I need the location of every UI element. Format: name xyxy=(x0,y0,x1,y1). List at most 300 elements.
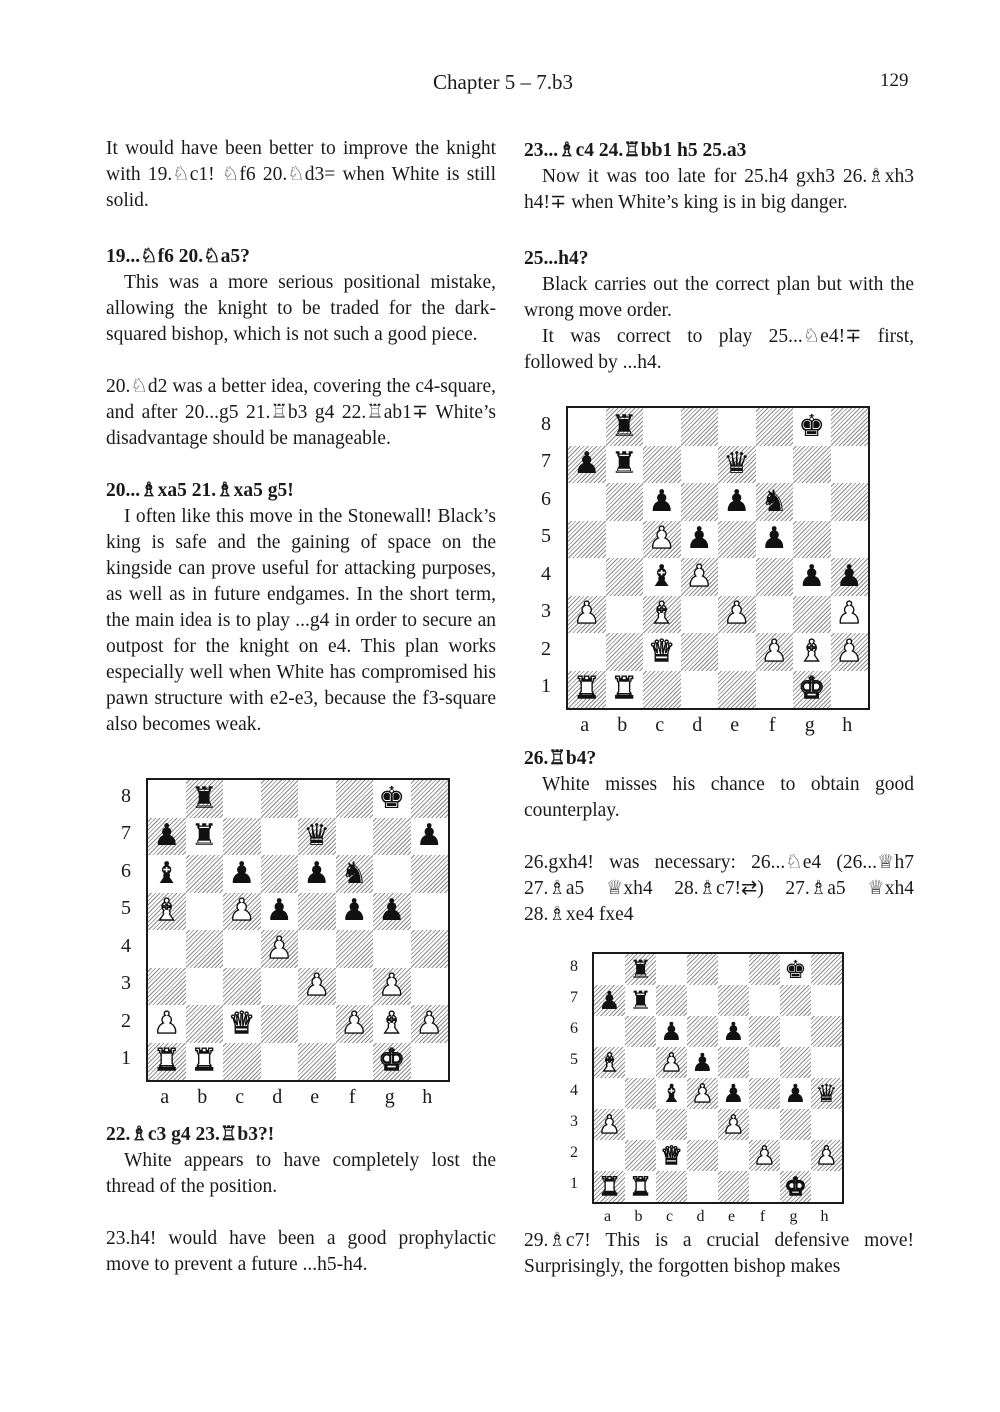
square-e5 xyxy=(718,1047,749,1078)
rank-label: 5 xyxy=(570,1050,578,1068)
move-heading: 20...♗xa5 21.♗xa5 g5! xyxy=(106,480,294,501)
square-g5 xyxy=(373,893,411,931)
paragraph: Black carries out the correct plan but with the wrong move order. xyxy=(524,274,914,321)
square-h1 xyxy=(811,1171,842,1202)
square-b5 xyxy=(625,1047,656,1078)
square-d3 xyxy=(687,1109,718,1140)
black-pawn-icon: ♟ xyxy=(598,986,621,1015)
rank-label: 4 xyxy=(541,562,551,585)
file-label: b xyxy=(617,714,628,736)
black-rook-icon: ♜ xyxy=(610,446,638,482)
square-c8 xyxy=(223,780,261,818)
square-f3 xyxy=(336,968,374,1006)
black-pawn-icon: ♟ xyxy=(378,893,406,929)
square-e3 xyxy=(718,596,756,634)
black-queen-icon: ♛ xyxy=(815,1079,838,1108)
black-rook-icon: ♜ xyxy=(610,408,638,444)
square-d1 xyxy=(681,671,719,709)
rank-label: 1 xyxy=(541,675,551,698)
file-label: f xyxy=(768,714,776,736)
file-label: d xyxy=(272,1086,283,1108)
square-g1 xyxy=(793,671,831,709)
square-b8 xyxy=(186,780,224,818)
square-e4 xyxy=(298,930,336,968)
white-rook-icon: ♜ xyxy=(190,1043,218,1079)
square-h7 xyxy=(411,818,449,856)
square-g6 xyxy=(373,855,411,893)
rank-label: 4 xyxy=(570,1081,578,1099)
rank-label: 7 xyxy=(541,450,551,473)
white-rook-icon: ♜ xyxy=(153,1043,181,1079)
white-pawn-icon: ♟ xyxy=(340,1005,368,1041)
black-rook-icon: ♜ xyxy=(190,818,218,854)
square-h3 xyxy=(831,596,869,634)
square-g4 xyxy=(780,1078,811,1109)
square-b1 xyxy=(186,1043,224,1081)
square-a2 xyxy=(148,1005,186,1043)
white-bishop-icon: ♝ xyxy=(648,596,676,632)
square-h7 xyxy=(831,446,869,484)
right-column xyxy=(524,136,914,1280)
file-label: h xyxy=(820,1208,829,1225)
square-h4 xyxy=(831,558,869,596)
file-label: a xyxy=(580,714,590,736)
square-a8 xyxy=(148,780,186,818)
square-e8 xyxy=(718,954,749,985)
white-pawn-icon: ♟ xyxy=(835,596,863,632)
square-d2 xyxy=(681,633,719,671)
square-f3 xyxy=(756,596,794,634)
file-label: a xyxy=(603,1208,612,1225)
square-c4 xyxy=(223,930,261,968)
square-f6 xyxy=(749,1016,780,1047)
square-b5 xyxy=(186,893,224,931)
square-b4 xyxy=(625,1078,656,1109)
white-king-icon: ♚ xyxy=(798,671,826,707)
square-c4 xyxy=(643,558,681,596)
square-d6 xyxy=(681,483,719,521)
square-d5 xyxy=(681,521,719,559)
paragraph: White misses his chance to obtain good counterplay. xyxy=(524,774,914,821)
white-bishop-icon: ♝ xyxy=(798,633,826,669)
square-a6 xyxy=(148,855,186,893)
square-b2 xyxy=(625,1140,656,1171)
square-f3 xyxy=(749,1109,780,1140)
square-d8 xyxy=(687,954,718,985)
white-pawn-icon: ♟ xyxy=(691,1079,714,1108)
square-c2 xyxy=(656,1140,687,1171)
square-c8 xyxy=(643,408,681,446)
square-c6 xyxy=(656,1016,687,1047)
square-a8 xyxy=(568,408,606,446)
white-queen-icon: ♛ xyxy=(660,1141,683,1170)
white-bishop-icon: ♝ xyxy=(598,1048,621,1077)
square-a6 xyxy=(594,1016,625,1047)
rank-label: 1 xyxy=(121,1047,131,1070)
square-h5 xyxy=(811,1047,842,1078)
rank-label: 7 xyxy=(121,822,131,845)
square-d3 xyxy=(681,596,719,634)
black-pawn-icon: ♟ xyxy=(691,1048,714,1077)
black-pawn-icon: ♟ xyxy=(835,558,863,594)
file-label: c xyxy=(655,714,665,736)
square-g5 xyxy=(780,1047,811,1078)
black-pawn-icon: ♟ xyxy=(722,1017,745,1046)
black-pawn-icon: ♟ xyxy=(265,893,293,929)
rank-label: 7 xyxy=(570,988,578,1006)
page-number: 129 xyxy=(880,70,909,91)
square-e5 xyxy=(298,893,336,931)
file-label: f xyxy=(759,1208,766,1225)
black-bishop-icon: ♝ xyxy=(153,855,181,891)
square-a8 xyxy=(594,954,625,985)
square-f5 xyxy=(336,893,374,931)
square-b2 xyxy=(606,633,644,671)
square-e6 xyxy=(718,483,756,521)
square-a1 xyxy=(568,671,606,709)
rank-label: 3 xyxy=(541,600,551,623)
square-c2 xyxy=(643,633,681,671)
black-king-icon: ♚ xyxy=(784,955,807,984)
square-a7 xyxy=(568,446,606,484)
square-h2 xyxy=(411,1005,449,1043)
square-a3 xyxy=(568,596,606,634)
square-a3 xyxy=(148,968,186,1006)
square-d4 xyxy=(681,558,719,596)
square-b5 xyxy=(606,521,644,559)
square-g3 xyxy=(793,596,831,634)
square-c6 xyxy=(223,855,261,893)
square-e4 xyxy=(718,558,756,596)
white-rook-icon: ♜ xyxy=(629,1172,652,1201)
square-b4 xyxy=(186,930,224,968)
square-e1 xyxy=(718,671,756,709)
square-a1 xyxy=(148,1043,186,1081)
square-b8 xyxy=(606,408,644,446)
square-b6 xyxy=(606,483,644,521)
square-b3 xyxy=(186,968,224,1006)
square-d6 xyxy=(261,855,299,893)
square-g8 xyxy=(373,780,411,818)
square-c4 xyxy=(656,1078,687,1109)
square-d4 xyxy=(261,930,299,968)
rank-label: 4 xyxy=(121,934,131,957)
square-c7 xyxy=(643,446,681,484)
square-e2 xyxy=(718,1140,749,1171)
chess-diagram-1 xyxy=(106,738,496,1118)
square-a4 xyxy=(594,1078,625,1109)
square-b2 xyxy=(186,1005,224,1043)
square-e2 xyxy=(298,1005,336,1043)
square-c1 xyxy=(643,671,681,709)
rank-label: 5 xyxy=(541,525,551,548)
square-g2 xyxy=(793,633,831,671)
square-d2 xyxy=(687,1140,718,1171)
chess-board xyxy=(146,778,450,1082)
black-knight-icon: ♞ xyxy=(760,483,788,519)
square-h6 xyxy=(831,483,869,521)
file-label: d xyxy=(692,714,703,736)
square-f5 xyxy=(749,1047,780,1078)
square-b7 xyxy=(186,818,224,856)
white-pawn-icon: ♟ xyxy=(722,1110,745,1139)
black-king-icon: ♚ xyxy=(798,408,826,444)
black-queen-icon: ♛ xyxy=(303,818,331,854)
left-column xyxy=(106,136,496,1278)
square-a6 xyxy=(568,483,606,521)
black-pawn-icon: ♟ xyxy=(228,855,256,891)
white-bishop-icon: ♝ xyxy=(378,1005,406,1041)
square-e3 xyxy=(718,1109,749,1140)
square-c1 xyxy=(656,1171,687,1202)
square-h5 xyxy=(831,521,869,559)
square-h3 xyxy=(411,968,449,1006)
white-pawn-icon: ♟ xyxy=(685,558,713,594)
black-pawn-icon: ♟ xyxy=(798,558,826,594)
square-a5 xyxy=(568,521,606,559)
move-heading: 22.♗c3 g4 23.♖b3?! xyxy=(106,1124,275,1145)
square-b1 xyxy=(625,1171,656,1202)
paragraph: 20.♘d2 was a better idea, covering the c4-square, and after 20...g5 21.♖b3 g4 22.♖ab1∓ White’s disadvantage should be manageable. xyxy=(106,376,496,449)
square-b6 xyxy=(625,1016,656,1047)
square-e4 xyxy=(718,1078,749,1109)
chess-diagram-3 xyxy=(524,928,914,1228)
square-b4 xyxy=(606,558,644,596)
file-label: g xyxy=(384,1086,395,1108)
white-pawn-icon: ♟ xyxy=(378,968,406,1004)
spacer xyxy=(524,824,914,850)
paragraph: 26.gxh4! was necessary: 26...♘e4 (26...♕h7 27.♗a5 ♕xh4 28.♗c7!⇄) 27.♗a5 ♕xh4 28.♗xe4 fxe4 xyxy=(524,852,914,925)
square-f1 xyxy=(336,1043,374,1081)
square-c5 xyxy=(223,893,261,931)
square-f2 xyxy=(756,633,794,671)
white-pawn-icon: ♟ xyxy=(815,1141,838,1170)
square-g2 xyxy=(780,1140,811,1171)
white-rook-icon: ♜ xyxy=(598,1172,621,1201)
square-f2 xyxy=(749,1140,780,1171)
square-d2 xyxy=(261,1005,299,1043)
square-h6 xyxy=(811,1016,842,1047)
square-a7 xyxy=(148,818,186,856)
square-h1 xyxy=(831,671,869,709)
square-g8 xyxy=(793,408,831,446)
square-g6 xyxy=(780,1016,811,1047)
square-b7 xyxy=(606,446,644,484)
square-h8 xyxy=(811,954,842,985)
square-d4 xyxy=(687,1078,718,1109)
square-c5 xyxy=(643,521,681,559)
rank-label: 2 xyxy=(570,1143,578,1161)
white-pawn-icon: ♟ xyxy=(153,1005,181,1041)
move-heading: 23...♗c4 24.♖bb1 h5 25.a3 xyxy=(524,140,747,161)
square-b3 xyxy=(606,596,644,634)
file-label: g xyxy=(804,714,815,736)
chess-diagram-2 xyxy=(524,376,914,746)
file-label: c xyxy=(235,1086,245,1108)
square-f6 xyxy=(756,483,794,521)
square-b7 xyxy=(625,985,656,1016)
square-h2 xyxy=(811,1140,842,1171)
square-c1 xyxy=(223,1043,261,1081)
spacer xyxy=(106,1200,496,1226)
square-h2 xyxy=(831,633,869,671)
white-pawn-icon: ♟ xyxy=(760,633,788,669)
black-pawn-icon: ♟ xyxy=(340,893,368,929)
white-pawn-icon: ♟ xyxy=(723,596,751,632)
white-pawn-icon: ♟ xyxy=(648,521,676,557)
move-heading: 26.♖b4? xyxy=(524,748,597,769)
square-d8 xyxy=(261,780,299,818)
square-h7 xyxy=(811,985,842,1016)
square-h8 xyxy=(831,408,869,446)
white-pawn-icon: ♟ xyxy=(303,968,331,1004)
square-d3 xyxy=(261,968,299,1006)
square-c3 xyxy=(656,1109,687,1140)
file-label: c xyxy=(665,1208,674,1225)
square-g7 xyxy=(373,818,411,856)
square-f7 xyxy=(756,446,794,484)
paragraph: 23.h4! would have been a good prophylactic move to prevent a future ...h5-h4. xyxy=(106,1228,496,1275)
file-label: h xyxy=(842,714,853,736)
square-a4 xyxy=(568,558,606,596)
white-bishop-icon: ♝ xyxy=(153,893,181,929)
black-rook-icon: ♜ xyxy=(629,955,652,984)
move-heading: 19...♘f6 20.♘a5? xyxy=(106,246,250,267)
rank-label: 6 xyxy=(121,859,131,882)
black-bishop-icon: ♝ xyxy=(648,558,676,594)
square-e3 xyxy=(298,968,336,1006)
rank-label: 3 xyxy=(570,1112,578,1130)
white-queen-icon: ♛ xyxy=(648,633,676,669)
square-d7 xyxy=(687,985,718,1016)
white-pawn-icon: ♟ xyxy=(573,596,601,632)
white-king-icon: ♚ xyxy=(378,1043,406,1079)
rank-label: 8 xyxy=(121,784,131,807)
square-e8 xyxy=(718,408,756,446)
square-a2 xyxy=(568,633,606,671)
white-rook-icon: ♜ xyxy=(573,671,601,707)
square-f4 xyxy=(336,930,374,968)
square-d8 xyxy=(681,408,719,446)
square-e5 xyxy=(718,521,756,559)
spacer xyxy=(106,348,496,374)
square-e6 xyxy=(718,1016,749,1047)
square-a1 xyxy=(594,1171,625,1202)
square-f7 xyxy=(336,818,374,856)
white-pawn-icon: ♟ xyxy=(265,930,293,966)
white-pawn-icon: ♟ xyxy=(753,1141,776,1170)
square-g4 xyxy=(373,930,411,968)
black-pawn-icon: ♟ xyxy=(415,818,443,854)
square-g4 xyxy=(793,558,831,596)
white-pawn-icon: ♟ xyxy=(415,1005,443,1041)
square-a4 xyxy=(148,930,186,968)
square-d7 xyxy=(261,818,299,856)
black-pawn-icon: ♟ xyxy=(573,446,601,482)
rank-label: 6 xyxy=(541,487,551,510)
chapter-title: Chapter 5 – 7.b3 xyxy=(433,70,573,94)
file-label: f xyxy=(348,1086,356,1108)
square-a5 xyxy=(594,1047,625,1078)
square-g1 xyxy=(780,1171,811,1202)
white-pawn-icon: ♟ xyxy=(660,1048,683,1077)
square-e1 xyxy=(718,1171,749,1202)
paragraph: White appears to have completely lost the thread of the position. xyxy=(106,1150,496,1197)
white-rook-icon: ♜ xyxy=(610,671,638,707)
square-g7 xyxy=(780,985,811,1016)
square-h4 xyxy=(411,930,449,968)
white-king-icon: ♚ xyxy=(784,1172,807,1201)
square-f2 xyxy=(336,1005,374,1043)
square-h3 xyxy=(811,1109,842,1140)
white-queen-icon: ♛ xyxy=(228,1005,256,1041)
square-f7 xyxy=(749,985,780,1016)
paragraph: I often like this move in the Stonewall! Black’s king is safe and the gaining of space on the kingside can prove useful for attacking purposes, as well as in future endgames. In the short term, the main idea is to play ...g4 in order to secure an outpost for the knight on e4. This plan works especially well when White has compromised his pawn structure with e2-e3, because the f3-square also becomes weak. xyxy=(106,506,496,735)
black-rook-icon: ♜ xyxy=(629,986,652,1015)
paragraph: It would have been better to improve the knight with 19.♘c1! ♘f6 20.♘d3= when White is still solid. xyxy=(106,138,496,211)
black-pawn-icon: ♟ xyxy=(685,521,713,557)
square-a5 xyxy=(148,893,186,931)
file-label: e xyxy=(727,1208,736,1225)
square-g3 xyxy=(373,968,411,1006)
black-rook-icon: ♜ xyxy=(190,780,218,816)
square-c8 xyxy=(656,954,687,985)
square-f6 xyxy=(336,855,374,893)
black-pawn-icon: ♟ xyxy=(303,855,331,891)
black-pawn-icon: ♟ xyxy=(723,483,751,519)
black-queen-icon: ♛ xyxy=(723,446,751,482)
square-e7 xyxy=(718,446,756,484)
move-heading: 25...h4? xyxy=(524,248,589,269)
rank-label: 1 xyxy=(570,1174,578,1192)
square-g1 xyxy=(373,1043,411,1081)
black-pawn-icon: ♟ xyxy=(784,1079,807,1108)
square-c6 xyxy=(643,483,681,521)
square-e7 xyxy=(298,818,336,856)
square-a3 xyxy=(594,1109,625,1140)
black-bishop-icon: ♝ xyxy=(660,1079,683,1108)
black-pawn-icon: ♟ xyxy=(660,1017,683,1046)
square-f4 xyxy=(749,1078,780,1109)
file-label: d xyxy=(696,1208,705,1225)
square-g6 xyxy=(793,483,831,521)
square-e1 xyxy=(298,1043,336,1081)
square-h6 xyxy=(411,855,449,893)
square-h5 xyxy=(411,893,449,931)
square-f8 xyxy=(756,408,794,446)
square-c3 xyxy=(643,596,681,634)
square-f8 xyxy=(336,780,374,818)
rank-label: 5 xyxy=(121,897,131,920)
file-label: a xyxy=(160,1086,170,1108)
black-pawn-icon: ♟ xyxy=(648,483,676,519)
rank-label: 3 xyxy=(121,972,131,995)
file-label: b xyxy=(634,1208,643,1225)
square-e8 xyxy=(298,780,336,818)
chess-board xyxy=(592,952,844,1204)
square-e7 xyxy=(718,985,749,1016)
white-pawn-icon: ♟ xyxy=(228,893,256,929)
square-e6 xyxy=(298,855,336,893)
black-knight-icon: ♞ xyxy=(340,855,368,891)
square-c5 xyxy=(656,1047,687,1078)
square-a2 xyxy=(594,1140,625,1171)
file-label: g xyxy=(789,1208,798,1225)
rank-label: 2 xyxy=(121,1009,131,1032)
square-d5 xyxy=(687,1047,718,1078)
square-b1 xyxy=(606,671,644,709)
square-f4 xyxy=(756,558,794,596)
